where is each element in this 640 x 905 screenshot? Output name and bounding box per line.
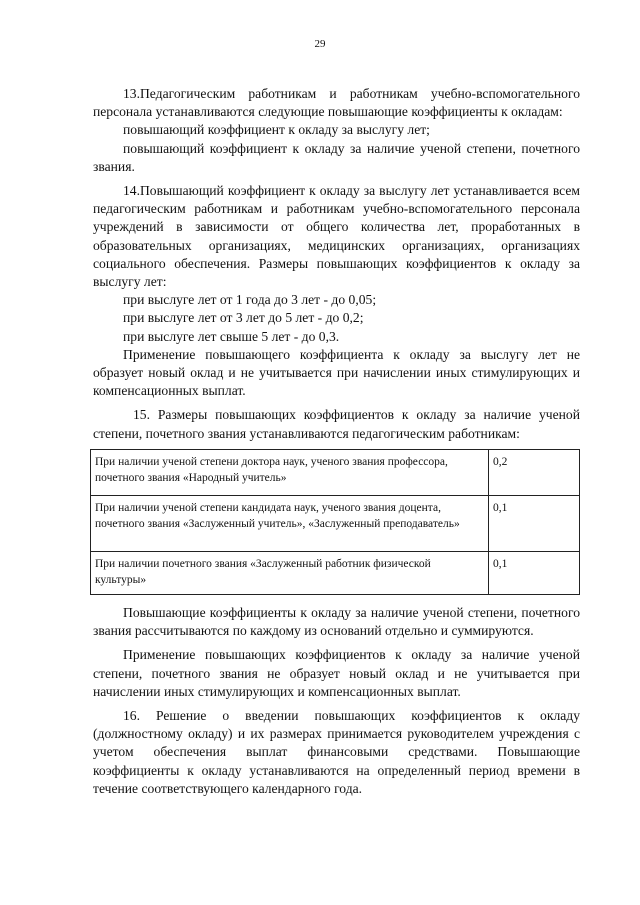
- section-15-intro: 15. Размеры повышающих коэффициентов к окладу за наличие ученой степени, почетного звания устанавливаются педагогическим работникам:: [93, 407, 580, 441]
- coefficient-table: [90, 449, 580, 595]
- section-15-after-2: Применение повышающих коэффициентов к окладу за наличие ученой степени, почетного звания не образует новый оклад и не учитывается при начислении иных стимулирующих и компенсационных выплат.: [93, 647, 580, 699]
- table-cell-condition: При наличии ученой степени доктора наук, ученого звания профессора, почетного звания «Народный учитель»: [91, 450, 489, 496]
- sections-13-14: [93, 85, 580, 443]
- table-row: [91, 496, 580, 552]
- table-cell-value: 0,1: [489, 496, 580, 552]
- table-cell-condition: При наличии ученой степени кандидата наук, ученого звания доцента, почетного звания «Заслуженный учитель», «Заслуженный преподаватель»: [91, 496, 489, 552]
- table-cell-value: 0,1: [489, 552, 580, 595]
- section-14-item-2: при выслуге лет от 3 лет до 5 лет - до 0,2;: [123, 310, 364, 326]
- section-14-item-3: при выслуге лет свыше 5 лет - до 0,3.: [123, 328, 340, 344]
- table-row: [91, 552, 580, 595]
- table-row: [91, 450, 580, 496]
- section-13-item-2: повышающий коэффициент к окладу за наличие ученой степени, почетного звания.: [93, 140, 580, 174]
- section-15-after-1: Повышающие коэффициенты к окладу за наличие ученой степени, почетного звания рассчитываются по каждому из оснований отдельно и суммируются.: [93, 605, 580, 639]
- table-cell-condition: При наличии почетного звания «Заслуженный работник физической культуры»: [91, 552, 489, 595]
- section-13-item-1: повышающий коэффициент к окладу за выслугу лет;: [123, 122, 430, 138]
- section-13-intro: 13.Педагогическим работникам и работникам учебно-вспомогательного персонала устанавливаются следующие повышающие коэффициенты к окладам:: [93, 86, 580, 120]
- section-16-text: 16. Решение о введении повышающих коэффициентов к окладу (должностному окладу) и их размерах принимается руководителем учреждения с учетом обеспечения выплат финансовыми средствами. Повышающие коэффициенты к окладу устанавливаются на определенный период времени в течение соответствующего календарного года.: [93, 708, 580, 796]
- table-cell-value: 0,2: [489, 450, 580, 496]
- sections-15-16: [93, 604, 580, 798]
- section-14-item-1: при выслуге лет от 1 года до 3 лет - до 0,05;: [123, 292, 377, 308]
- section-14-note: Применение повышающего коэффициента к окладу за выслугу лет не образует новый оклад и не учитывается при начислении иных стимулирующих и компенсационных выплат.: [93, 346, 580, 399]
- page-number: 29: [314, 38, 326, 50]
- section-14-intro: 14.Повышающий коэффициент к окладу за выслугу лет устанавливается всем педагогическим работникам и работникам учебно-вспомогательного персонала учреждений в зависимости от общего количества лет, проработанных в образовательных организациях, медицинских организациях, организациях социального обеспечения. Размеры повышающих коэффициентов к окладу за выслугу лет:: [93, 183, 580, 290]
